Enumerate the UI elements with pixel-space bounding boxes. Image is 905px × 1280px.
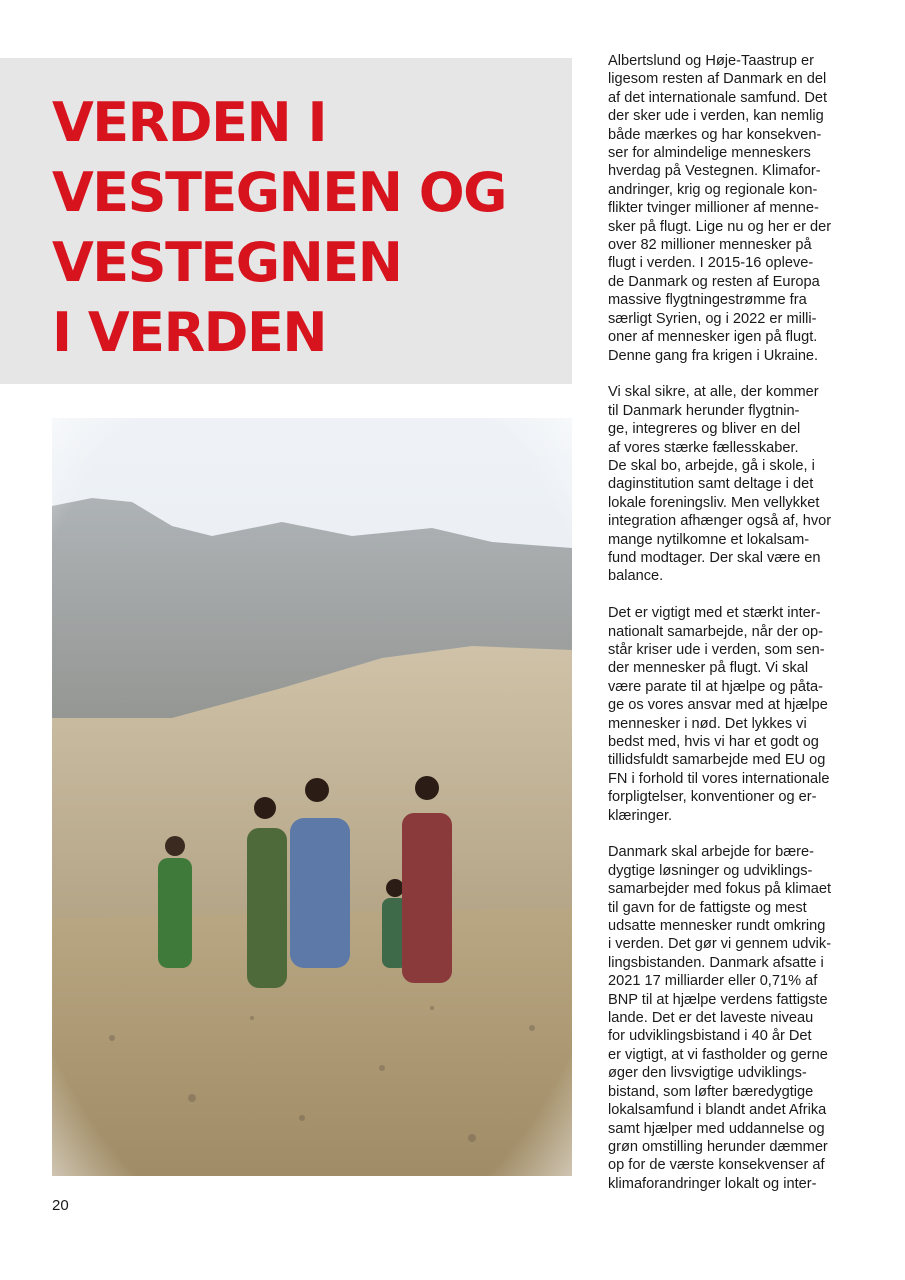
text-line: der sker ude i verden, kan nemlig <box>608 108 824 125</box>
text-line: klimaforandringer lokalt og inter- <box>608 1175 817 1192</box>
text-line: ser for almindelige menneskers <box>608 145 811 162</box>
text-line: er vigtigt, at vi fastholder og gerne <box>608 1046 828 1063</box>
text-line: lokale foreningsliv. Men vellykket <box>608 494 820 511</box>
text-line: af vores stærke fællesskaber. <box>608 439 799 456</box>
text-line: hverdag på Vestegnen. Klimafor- <box>608 163 821 180</box>
text-line: af det internationale samfund. Det <box>608 89 828 106</box>
text-line: både mærkes og har konsekven- <box>608 126 822 143</box>
text-line: FN i forhold til vores internationale <box>608 770 830 787</box>
body-text-column <box>608 52 870 1212</box>
text-line: integration afhænger også af, hvor <box>608 513 832 530</box>
text-line: op for de værste konsekvenser af <box>608 1157 825 1174</box>
landscape-photo <box>52 418 572 1176</box>
text-line: særligt Syrien, og i 2022 er milli- <box>608 310 817 327</box>
text-line: Danmark skal arbejde for bære- <box>608 844 815 861</box>
text-line: ligesom resten af Danmark en del <box>608 71 827 88</box>
text-line: flikter tvinger millioner af menne- <box>608 200 819 217</box>
text-line: mennesker i nød. Det lykkes vi <box>608 715 807 732</box>
text-line: flugt i verden. I 2015-16 opleve- <box>608 255 814 272</box>
text-line: Denne gang fra krigen i Ukraine. <box>608 347 819 364</box>
text-line: sker på flugt. Lige nu og her er der <box>608 218 832 235</box>
text-line: Det er vigtigt med et stærkt inter- <box>608 605 821 622</box>
text-line: de Danmark og resten af Europa <box>608 273 820 290</box>
text-line: der mennesker på flugt. Vi skal <box>608 660 809 677</box>
text-line: Vi skal sikre, at alle, der kommer <box>608 384 819 401</box>
text-line: for udviklingsbistand i 40 år Det <box>608 1028 812 1045</box>
body-paragraph <box>608 383 870 585</box>
text-line: fund modtager. Der skal være en <box>608 549 821 566</box>
text-line: dygtige løsninger og udviklings- <box>608 862 813 879</box>
text-line: massive flygtningestrømme fra <box>608 292 807 309</box>
page-title <box>52 88 552 368</box>
body-paragraph <box>608 604 870 825</box>
text-line: lande. Det er det laveste niveau <box>608 1010 814 1027</box>
text-line: bedst med, hvis vi har et godt og <box>608 734 819 750</box>
text-line: nationalt samarbejde, når der op- <box>608 623 823 640</box>
text-line: klæringer. <box>608 807 673 824</box>
text-line: være parate til at hjælpe og påta- <box>608 678 823 695</box>
body-paragraph <box>608 843 870 1193</box>
title-line: VESTEGNEN OG <box>52 161 506 224</box>
text-line: samarbejder med fokus på klimaet <box>608 881 832 898</box>
text-line: grøn omstilling herunder dæmmer <box>608 1138 828 1155</box>
text-line: udsatte mennesker rundt omkring <box>608 918 826 935</box>
text-line: Albertslund og Høje-Taastrup er <box>608 53 815 69</box>
text-line: mange nytilkomne et lokalsam- <box>608 531 810 548</box>
text-line: forpligtelser, konventioner og er- <box>608 789 817 806</box>
text-line: lokalsamfund i blandt andet Afrika <box>608 1102 827 1119</box>
text-line: oner af mennesker igen på flugt. <box>608 329 818 346</box>
text-line: øger den livsvigtige udviklings- <box>608 1065 807 1082</box>
text-line: til Danmark herunder flygtnin- <box>608 402 800 419</box>
text-line: samt hjælper med uddannelse og <box>608 1120 825 1137</box>
text-line: lingsbistanden. Danmark afsatte i <box>608 954 824 971</box>
text-line: ge, integreres og bliver en del <box>608 421 801 438</box>
body-paragraph <box>608 52 870 365</box>
text-line: bistand, som løfter bæredygtige <box>608 1083 814 1100</box>
page-number: 20 <box>52 1197 69 1214</box>
title-line: VERDEN I <box>52 91 327 154</box>
text-line: i verden. Det gør vi gennem udvik- <box>608 936 832 953</box>
title-line: VESTEGNEN <box>52 231 402 294</box>
text-line: ge os vores ansvar med at hjælpe <box>608 697 828 714</box>
text-line: andringer, krig og regionale kon- <box>608 181 818 198</box>
text-line: tillidsfuldt samarbejde med EU og <box>608 752 826 769</box>
text-line: BNP til at hjælpe verdens fattigste <box>608 991 828 1008</box>
text-line: står kriser ude i verden, som sen- <box>608 641 825 658</box>
text-line: 2021 17 milliarder eller 0,71% af <box>608 973 818 990</box>
text-line: daginstitution samt deltage i det <box>608 476 814 493</box>
text-line: til gavn for de fattigste og mest <box>608 899 807 916</box>
text-line: over 82 millioner mennesker på <box>608 237 812 254</box>
photo-illustration <box>52 418 572 1176</box>
text-line: balance. <box>608 568 664 585</box>
text-line: De skal bo, arbejde, gå i skole, i <box>608 457 815 474</box>
title-line: I VERDEN <box>52 301 327 364</box>
